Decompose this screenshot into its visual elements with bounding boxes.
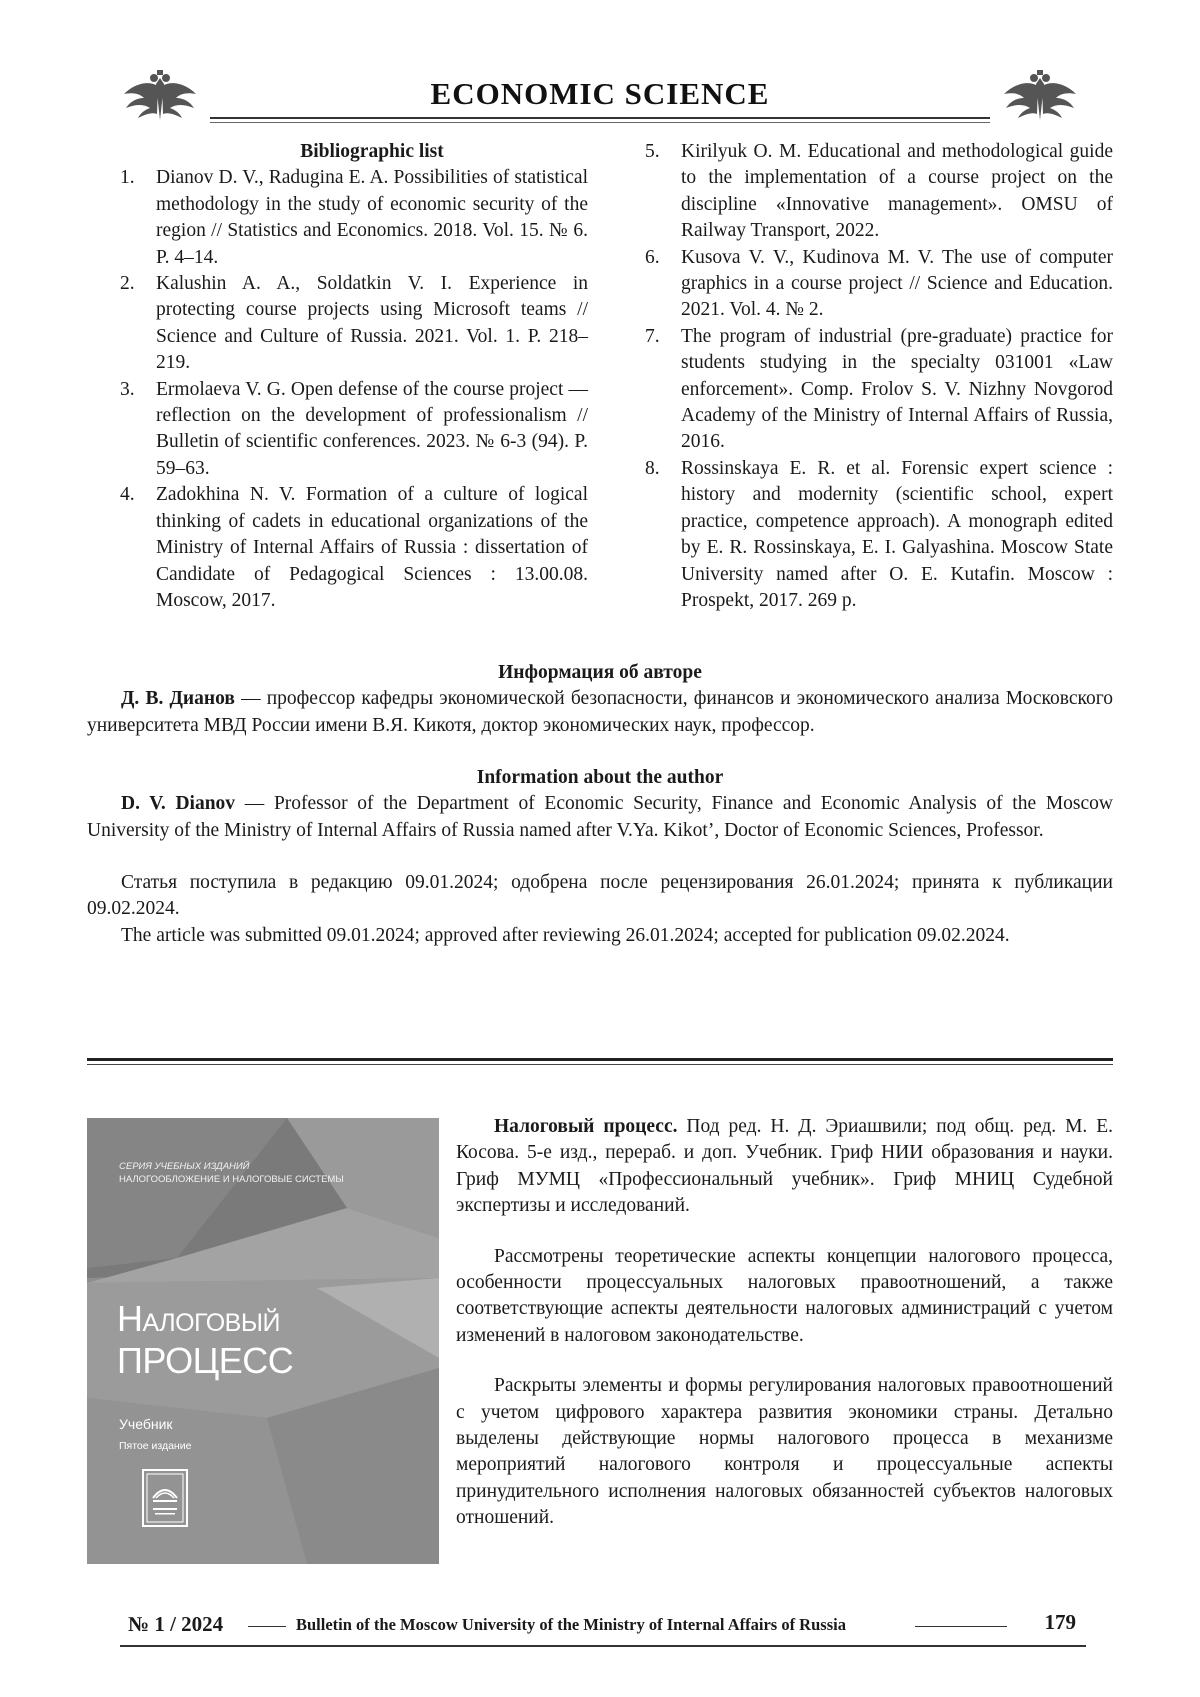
item-text: Kusova V. V., Kudinova M. V. The use of computer graphics in a course project // Science and Education. 2021. Vol. 4. № 2. <box>681 246 1113 321</box>
running-header <box>120 70 1080 130</box>
author-name: Д. В. Дианов <box>121 688 235 710</box>
bibliography-column-left <box>120 139 588 614</box>
bibliography-item <box>120 271 588 377</box>
eagle-emblem-icon <box>120 70 200 126</box>
bibliography-item <box>120 482 588 614</box>
section-title: ECONOMIC SCIENCE <box>430 76 770 111</box>
eagle-emblem-icon <box>1000 70 1080 126</box>
cover-title <box>117 1298 293 1382</box>
book-title: Налоговый процесс. <box>494 1116 678 1137</box>
book-cover-image <box>87 1118 439 1564</box>
cover-series-line1: СЕРИЯ УЧЕБНЫХ ИЗДАНИЙ <box>119 1161 250 1172</box>
author-info-ru-text <box>87 686 1113 739</box>
author-description: — Professor of the Department of Economic Security, Finance and Economic Analysis of the Moscow University of the Ministry of Internal Affairs of Russia named after V.Ya. Kikot’, Doctor of Economic Sciences, Professor. <box>87 793 1113 841</box>
header-rule <box>210 117 990 119</box>
book-bibliographic-entry <box>456 1114 1113 1220</box>
bibliography-item <box>645 139 1113 245</box>
footer-dash <box>248 1626 286 1627</box>
item-number: 3. <box>120 378 135 400</box>
bibliography-list <box>120 165 588 614</box>
footer-dash <box>915 1626 1007 1627</box>
page-number: 179 <box>1044 1610 1076 1634</box>
issue-number: № 1 / 2024 <box>128 1612 224 1636</box>
bibliography-list <box>645 139 1113 614</box>
item-text: Dianov D. V., Radugina E. A. Possibilities of statistical methodology in the study of economic security of the region // Statistics and Economics. 2018. Vol. 15. № 6. P. 4–14. <box>156 167 588 268</box>
bibliography-heading: Bibliographic list <box>300 141 444 162</box>
item-number: 7. <box>645 325 660 347</box>
item-number: 8. <box>645 457 660 479</box>
article-dates-en: The article was submitted 09.01.2024; approved after reviewing 26.01.2024; accepted for publication 09.02.2024. <box>121 924 1010 946</box>
bibliography-item <box>645 245 1113 324</box>
item-number: 1. <box>120 167 135 189</box>
author-name: D. V. Dianov <box>121 793 236 815</box>
cover-series <box>119 1160 344 1186</box>
item-number: 2. <box>120 273 135 295</box>
journal-name: Bulletin of the Moscow University of the Ministry of Internal Affairs of Russia <box>296 1615 846 1634</box>
header-rule-thin <box>210 122 990 123</box>
article-dates-ru: Статья поступила в редакцию 09.01.2024; одобрена после рецензирования 26.01.2024; принята к публикации 09.02.2024. <box>87 872 1113 920</box>
author-info-ru <box>87 660 1113 739</box>
author-info-en <box>87 765 1113 844</box>
book-description-paragraph: Рассмотрены теоретические аспекты концепции налогового процесса, особенности процессуальных налоговых правоотношений, а также соответствующие аспекты деятельности налоговых администраций с учетом изменений в налоговом законодательстве. <box>456 1245 1113 1346</box>
cover-edition: Пятое издание <box>119 1440 192 1452</box>
item-text: Rossinskaya E. R. et al. Forensic expert science : history and modernity (scientific school, expert practice, competence approach). A monograph edited by E. R. Rossinskaya, E. I. Galyashina. Moscow State University named after O. E. Kutafin. Moscow : Prospekt, 2017. 269 p. <box>681 457 1113 611</box>
item-number: 6. <box>645 246 660 268</box>
item-text: Zadokhina N. V. Formation of a culture of logical thinking of cadets in educational organizations of the Ministry of Internal Affairs of Russia : dissertation of Candidate of Pedagogical Sciences : 13.00.08. Moscow, 2017. <box>156 484 588 611</box>
cover-subtitle: Учебник <box>119 1416 173 1432</box>
section-divider <box>87 1058 1113 1061</box>
bibliography-item <box>645 324 1113 456</box>
author-info-en-title: Information about the author <box>476 767 724 788</box>
publisher-logo-icon <box>141 1468 189 1528</box>
bibliography-item <box>120 165 588 271</box>
item-text: Kirilyuk O. M. Educational and methodological guide to the implementation of a course project on the discipline «Innovative management». OMSU of Railway Transport, 2022. <box>681 141 1113 242</box>
book-description-paragraph: Раскрыты элементы и формы регулирования налоговых правоотношений с учетом цифрового характера развития экономики страны. Детально выделены действующие нормы налогового процесса в механизме мероприятий налогового контроля и процессуальные аспекты принудительного исполнения налоговых обязанностей субъектов налоговых отношений. <box>456 1375 1113 1529</box>
bibliography-item <box>645 456 1113 614</box>
bibliography-column-right <box>645 139 1113 614</box>
article-dates <box>87 870 1113 949</box>
item-number: 5. <box>645 141 660 162</box>
cover-title-line2: ПРОЦЕСС <box>117 1340 294 1381</box>
book-description <box>456 1114 1113 1532</box>
book-details: Под ред. Н. Д. Эриашвили; под общ. ред. М. Е. Косова. 5-е изд., перераб. и доп. Учебник. Гриф НИИ образования и науки. Гриф МУМЦ «Профессиональный учебник». Гриф МНИЦ Судебной экспертизы и исследований. <box>456 1116 1113 1217</box>
bibliography-item <box>120 377 588 483</box>
cover-title-line1: Налоговый <box>117 1298 280 1339</box>
item-text: Kalushin A. A., Soldatkin V. I. Experience in protecting course projects using Microsoft teams // Science and Culture of Russia. 2021. Vol. 1. P. 218–219. <box>156 273 588 374</box>
item-text: The program of industrial (pre-graduate) practice for students studying in the specialty 031001 «Law enforcement». Comp. Frolov S. V. Nizhny Novgorod Academy of the Ministry of Internal Affairs of Russia, 2016. <box>681 325 1113 453</box>
author-info-ru-title: Информация об авторе <box>498 662 702 683</box>
author-description: — профессор кафедры экономической безопасности, финансов и экономического анализа Московского университета МВД России имени В.Я. Кикотя, доктор экономических наук, профессор. <box>87 688 1113 736</box>
cover-series-line2: НАЛОГООБЛОЖЕНИЕ И НАЛОГОВЫЕ СИСТЕМЫ <box>119 1174 344 1185</box>
author-info-en-text <box>87 791 1113 844</box>
running-footer <box>120 1612 1086 1652</box>
footer-rule <box>120 1645 1086 1647</box>
section-divider-thin <box>87 1064 1113 1065</box>
item-number: 4. <box>120 484 135 506</box>
item-text: Ermolaeva V. G. Open defense of the course project — reflection on the development of professionalism // Bulletin of scientific conferences. 2023. № 6-3 (94). P. 59–63. <box>156 378 588 479</box>
